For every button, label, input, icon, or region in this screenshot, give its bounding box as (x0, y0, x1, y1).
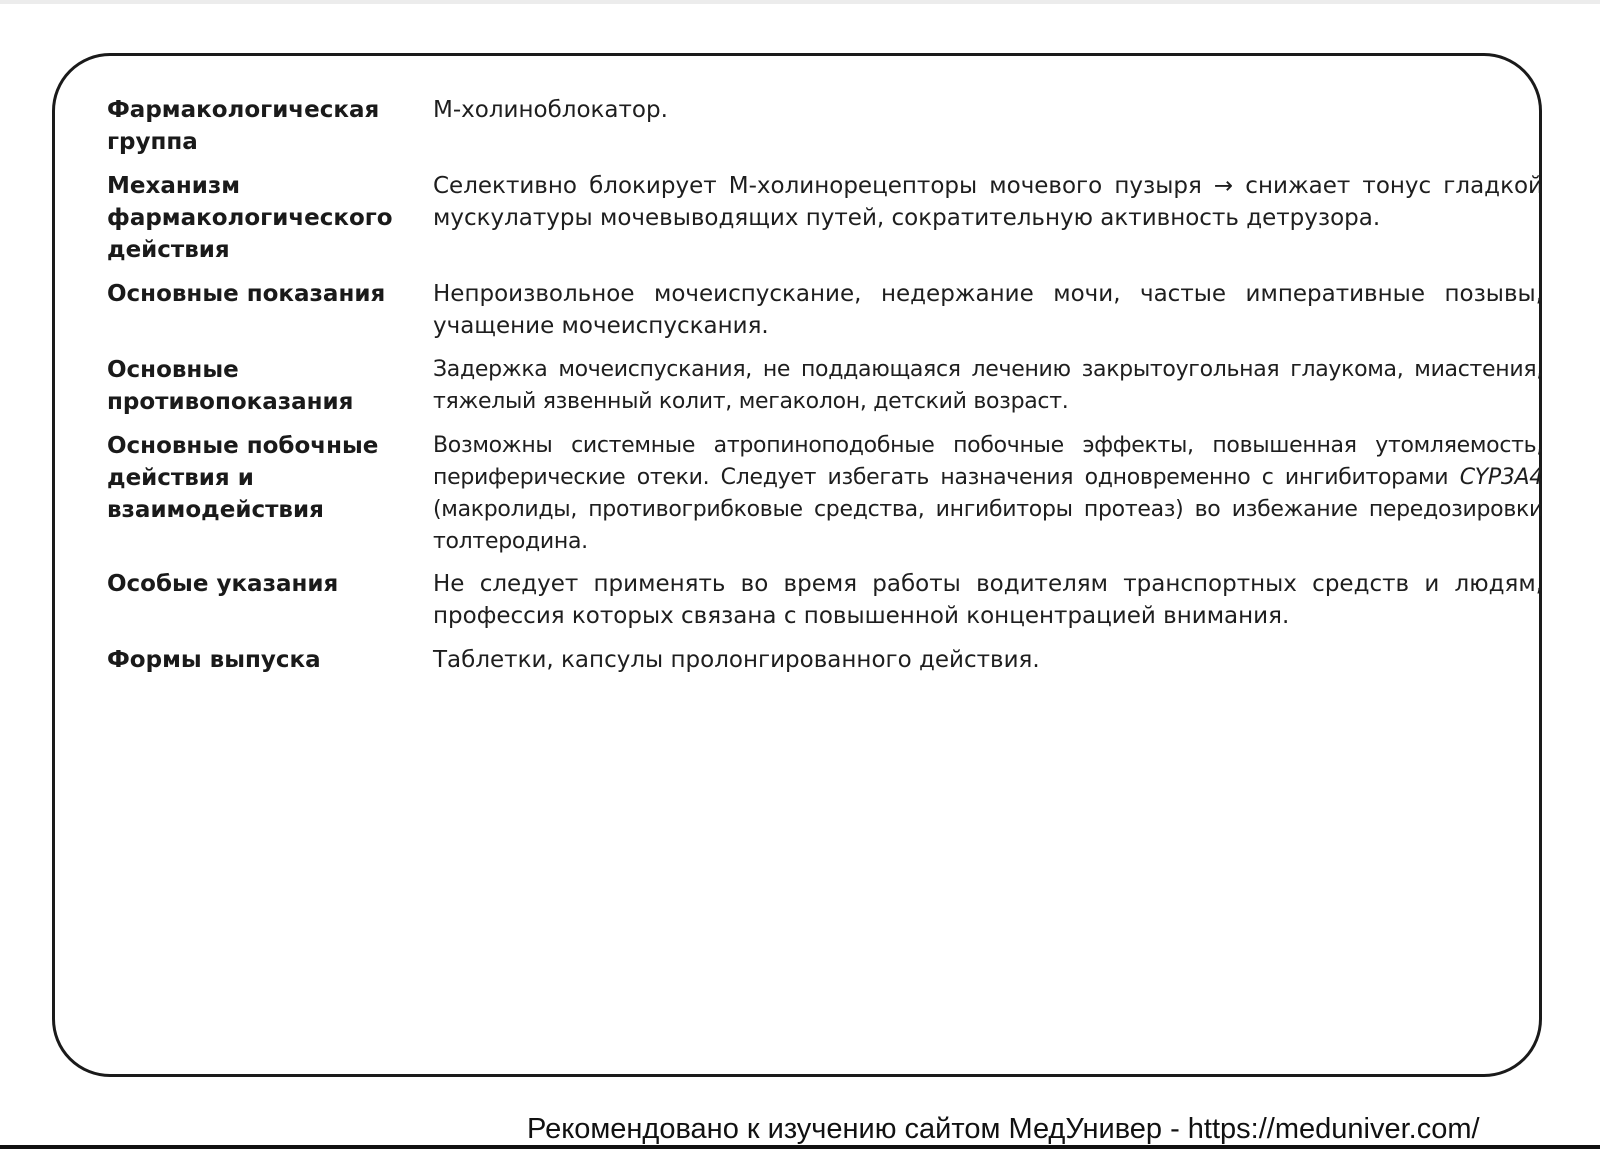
page-top-edge (0, 0, 1600, 4)
row-term: Механизм фармакологического действия (107, 173, 393, 263)
enzyme-name: CYP3A4 (1459, 465, 1543, 490)
desc-text-before: Возможны системные атропиноподобные побочные эффекты, повышенная утомляемость, периферические отеки. Следует избегать назначения одновременно с ингибиторами (433, 433, 1543, 490)
row-description: Селективно блокирует М-холинорецепторы мочевого пузыря → снижает тонус гладкой мускулатуры мочевыводящих путей, сократительную активность детрузора. (433, 173, 1543, 231)
row-description: Не следует применять во время работы водителям транспортных средств и людям, профессия которых связана с повышенной концентрацией внимания. (433, 571, 1543, 629)
row-description: Таблетки, капсулы пролонгированного действия. (433, 647, 1040, 673)
row-term: Основные противопоказания (107, 357, 354, 415)
row-description (433, 430, 1543, 558)
row-term: Фармакологическая группа (107, 97, 380, 155)
row-description: М-холиноблокатор. (433, 97, 668, 123)
source-footer: Рекомендовано к изучению сайтом МедУнивер - https://meduniver.com/ (527, 1113, 1480, 1145)
row-term: Основные показания (107, 281, 386, 307)
row-term: Формы выпуска (107, 647, 321, 673)
row-term: Особые указания (107, 571, 339, 597)
bottom-divider (0, 1145, 1600, 1149)
row-description: Непроизвольное мочеиспускание, недержание мочи, частые императивные позывы, учащение мочеиспускания. (433, 281, 1543, 339)
row-term: Основные побочные действия и взаимодействия (107, 433, 379, 523)
desc-text-after: (макролиды, противогрибковые средства, ингибиторы протеаз) во избежание передозировки толтеродина. (433, 497, 1543, 554)
row-description: Задержка мочеиспускания, не поддающаяся лечению закрытоугольная глаукома, миастения, тяжелый язвенный колит, мегаколон, детский возраст. (433, 357, 1543, 414)
drug-info-card (52, 53, 1542, 1077)
